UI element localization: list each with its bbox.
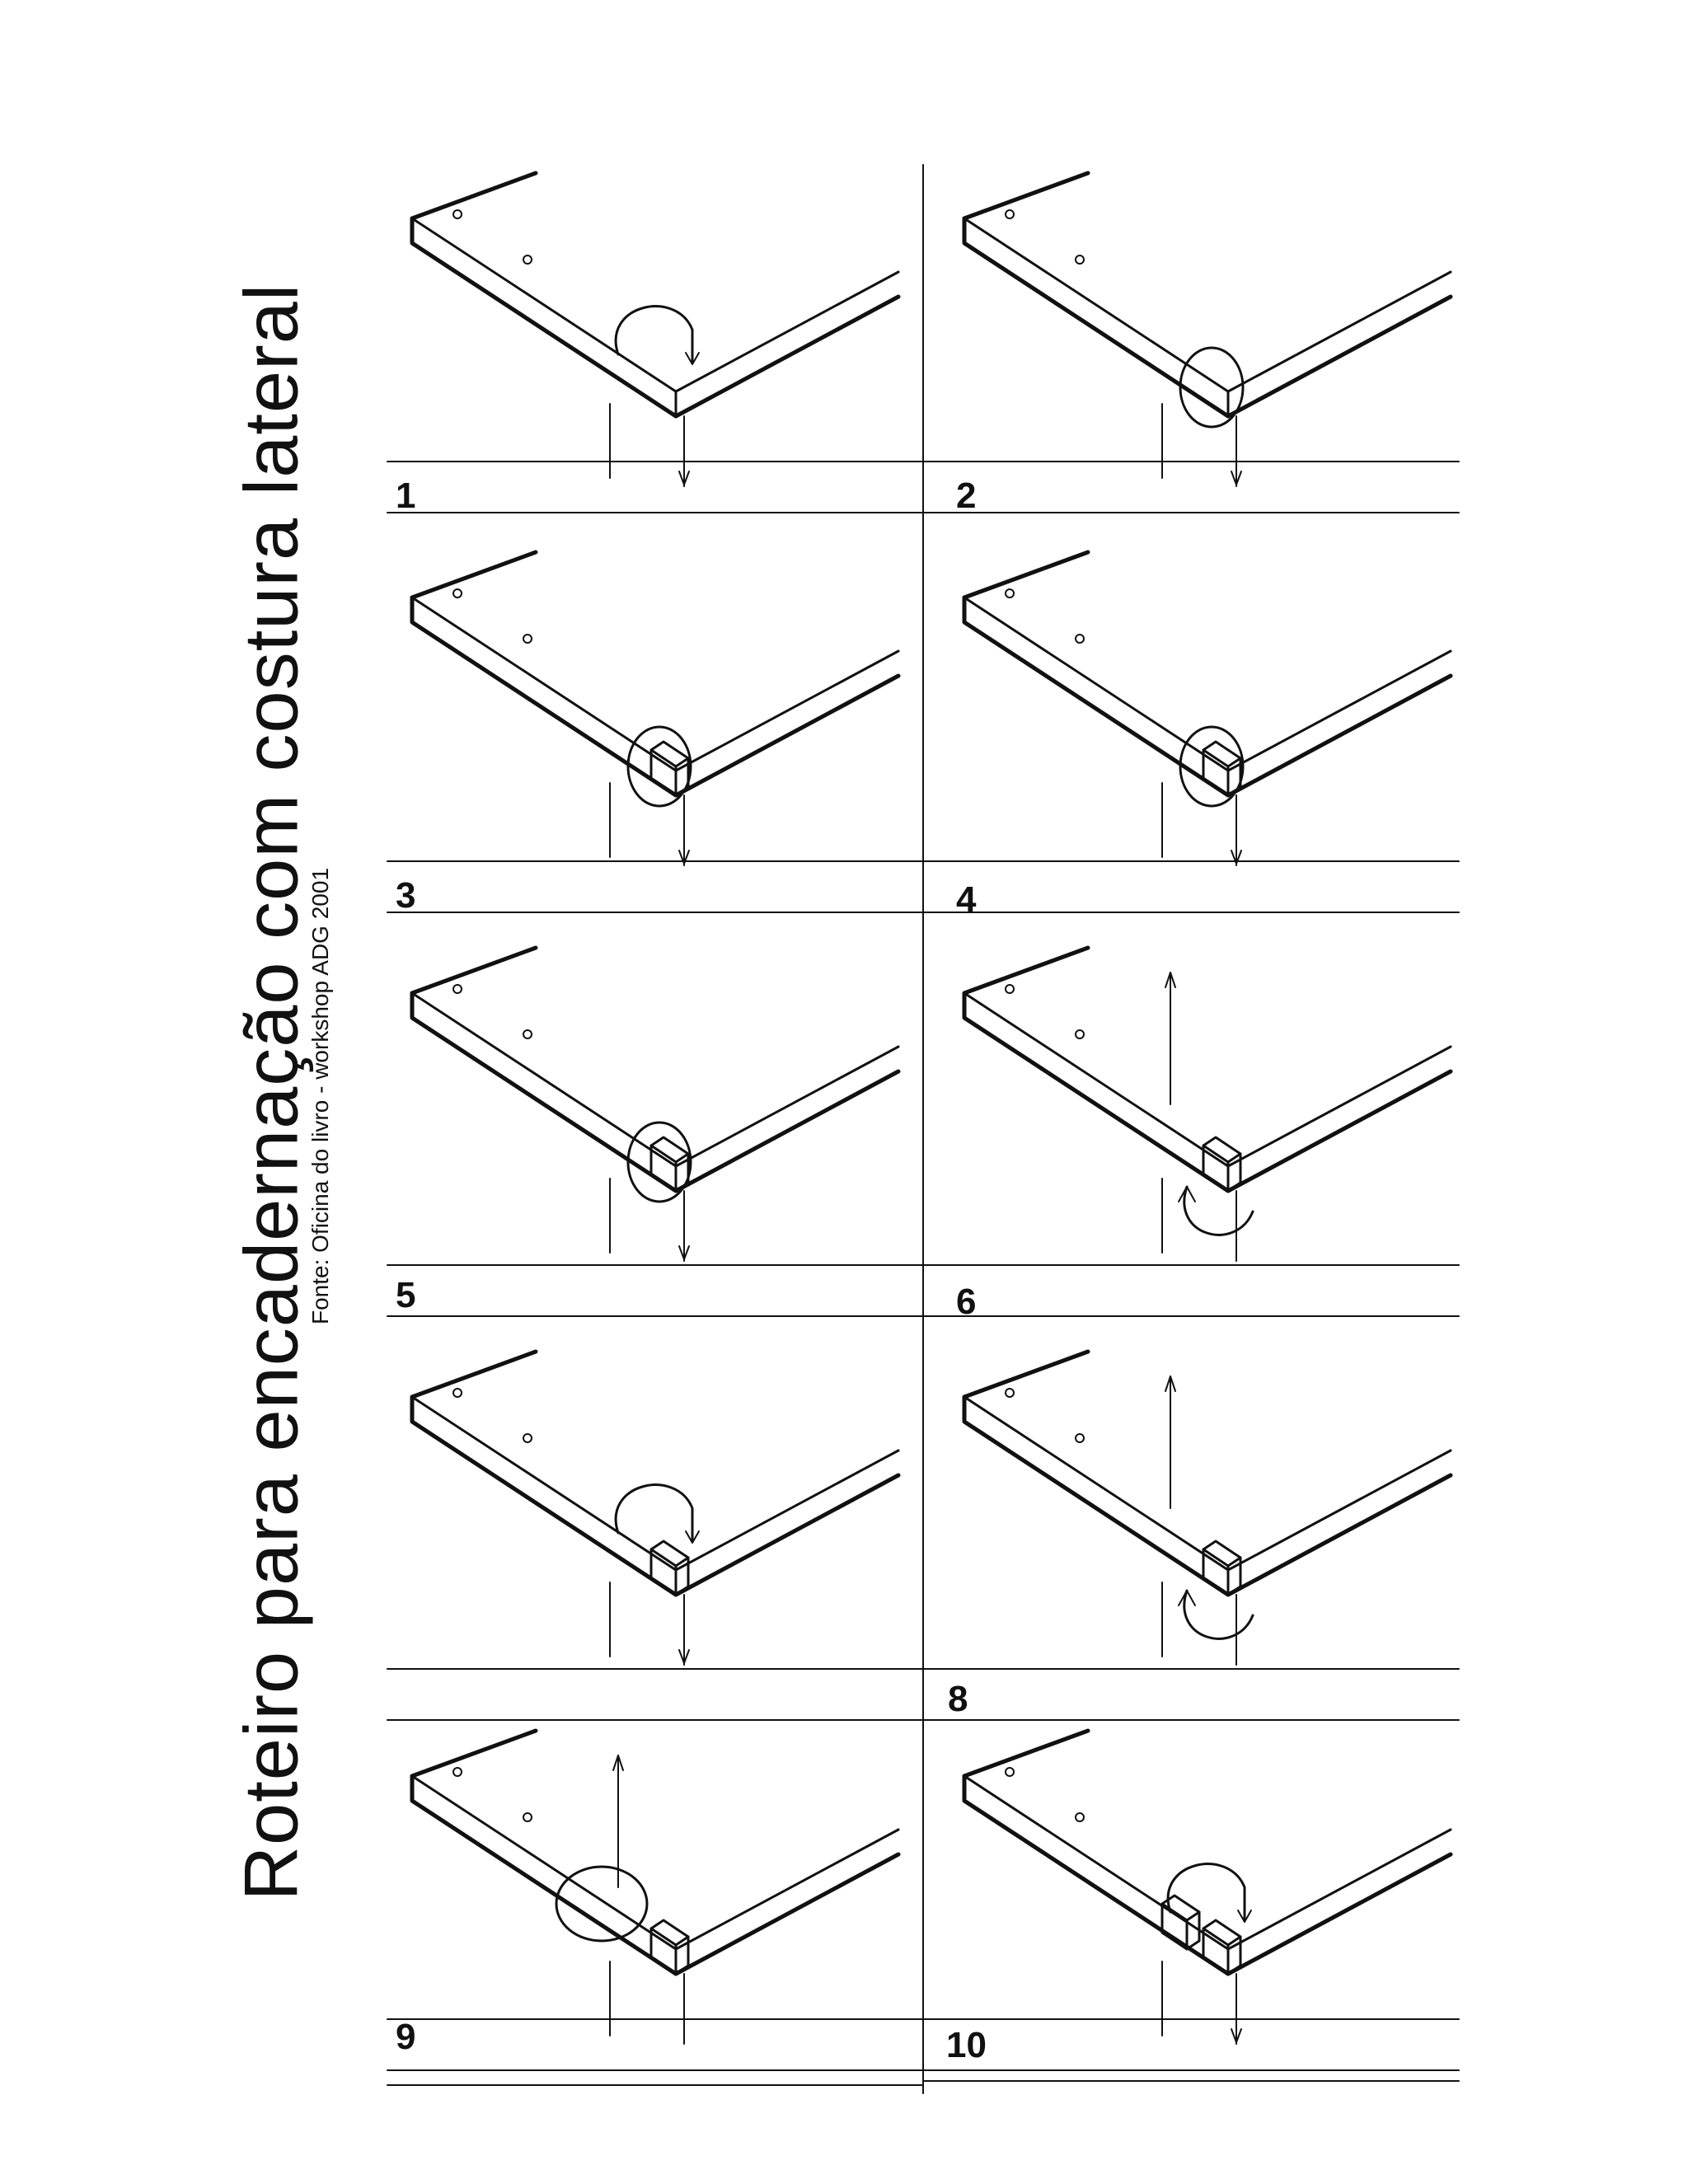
sewing-hole-1-a	[453, 210, 462, 218]
book-top-edge-2	[964, 218, 1451, 391]
sewing-hole-8-a	[1006, 1389, 1014, 1397]
sewing-hole-9-a	[453, 1768, 462, 1776]
book-bottom-edge-3	[412, 598, 898, 795]
step-number-9: 9	[396, 2017, 416, 2057]
book-bottom-edge-10	[964, 1776, 1451, 1974]
sewing-hole-2-b	[1076, 255, 1084, 264]
stitch-loop-8	[1184, 1591, 1253, 1638]
book-bottom-edge-7	[412, 1397, 898, 1595]
book-back-edge-9	[412, 1731, 536, 1776]
sewing-hole-6-b	[1076, 1030, 1084, 1038]
book-top-edge-1	[412, 218, 898, 391]
book-bottom-edge-2	[964, 218, 1451, 416]
source-caption: Fonte: Oficina do livro - workshop ADG 2001	[307, 867, 333, 1325]
sewing-hole-10-b	[1076, 1813, 1084, 1821]
book-bottom-edge-1	[412, 218, 898, 416]
step-number-6: 6	[956, 1282, 977, 1322]
step-number-1: 1	[396, 476, 416, 516]
step-number-2: 2	[956, 476, 977, 516]
book-back-edge-6	[964, 948, 1088, 993]
book-back-edge-1	[412, 173, 536, 218]
sewing-hole-2-a	[1006, 210, 1014, 218]
page-title: Roteiro para encadernação com costura lateral	[229, 283, 314, 1901]
sewing-hole-4-b	[1076, 635, 1084, 643]
book-bottom-edge-6	[964, 993, 1451, 1191]
sewing-hole-7-b	[523, 1434, 532, 1442]
step-number-10: 10	[946, 2025, 987, 2065]
book-back-edge-3	[412, 552, 536, 598]
illustration-sheet	[379, 148, 1467, 2110]
sewing-hole-5-b	[523, 1030, 532, 1038]
sewing-hole-7-a	[453, 1389, 462, 1397]
book-bottom-edge-9	[412, 1776, 898, 1974]
stitch-loop-1	[616, 307, 692, 363]
sewing-hole-8-b	[1076, 1434, 1084, 1442]
book-bottom-edge-8	[964, 1397, 1451, 1595]
sewing-hole-4-a	[1006, 589, 1014, 598]
sewing-hole-6-a	[1006, 985, 1014, 993]
book-back-edge-8	[964, 1352, 1088, 1397]
step-number-5: 5	[396, 1275, 416, 1315]
step-number-3: 3	[396, 875, 416, 916]
book-top-edge-10	[964, 1776, 1451, 1949]
stitch-loop-7	[616, 1485, 692, 1541]
book-top-edge-4	[964, 598, 1451, 771]
book-top-edge-3	[412, 598, 898, 771]
book-back-edge-10	[964, 1731, 1088, 1776]
step-number-8: 8	[948, 1679, 968, 1719]
book-back-edge-7	[412, 1352, 536, 1397]
sewing-diagram	[379, 148, 1467, 2110]
step-number-4: 4	[956, 879, 977, 920]
book-top-edge-8	[964, 1397, 1451, 1570]
book-bottom-edge-5	[412, 993, 898, 1191]
book-top-edge-6	[964, 993, 1451, 1166]
stitch-loop-6	[1184, 1187, 1253, 1235]
book-top-edge-7	[412, 1397, 898, 1570]
stitch-loop-10	[1168, 1864, 1245, 1920]
book-top-edge-9	[412, 1776, 898, 1949]
book-back-edge-5	[412, 948, 536, 993]
book-back-edge-2	[964, 173, 1088, 218]
sewing-hole-3-b	[523, 635, 532, 643]
sewing-hole-1-b	[523, 255, 532, 264]
book-bottom-edge-4	[964, 598, 1451, 795]
sewing-hole-10-a	[1006, 1768, 1014, 1776]
book-back-edge-4	[964, 552, 1088, 598]
sewing-hole-5-a	[453, 985, 462, 993]
book-top-edge-5	[412, 993, 898, 1166]
sewing-hole-3-a	[453, 589, 462, 598]
sewing-hole-9-b	[523, 1813, 532, 1821]
